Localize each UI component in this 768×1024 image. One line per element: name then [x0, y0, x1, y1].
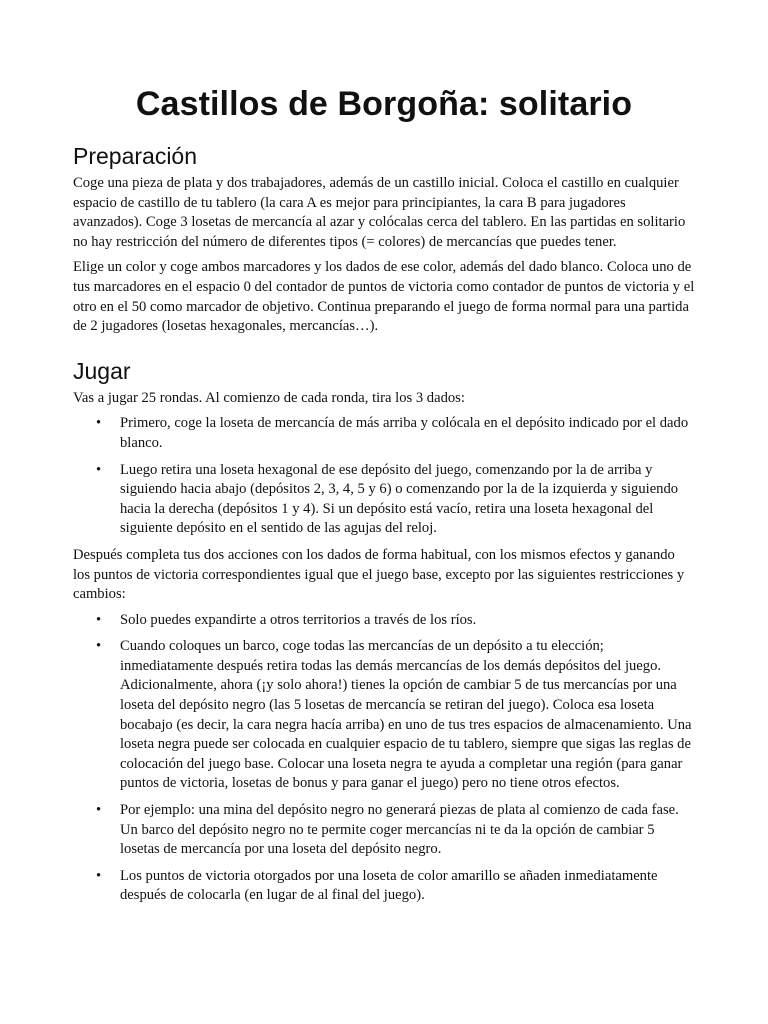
- bullet-icon: •: [96, 415, 102, 432]
- preparacion-paragraph-2: Elige un color y coge ambos marcadores y los dados de ese color, además del dado blanco. Coloca uno de tus marcadores en el espacio 0 del contador de puntos de victoria como contador de puntos de victoria y el otro en el 50 como marcador de objetivo. Continua preparando el juego de forma normal para una partida de 2 jugadores (losetas hexagonales, mercancías…).: [73, 259, 695, 335]
- bullet-icon: •: [96, 461, 102, 478]
- list-item-text: Los puntos de victoria otorgados por una loseta de color amarillo se añaden inmediatamente después de colocarla (en lugar de al final del juego).: [120, 867, 658, 904]
- jugar-middle-paragraph: Después completa tus dos acciones con los dados de forma habitual, con los mismos efectos y ganando los puntos de victoria correspondientes igual que el juego base, excepto por las siguientes restricciones y cambios:: [73, 546, 685, 603]
- document-title: Castillos de Borgoña: solitario: [135, 85, 633, 123]
- bullet-icon: •: [96, 611, 102, 628]
- rules-list: [73, 611, 695, 906]
- list-item: [73, 637, 695, 794]
- list-item: [73, 414, 695, 453]
- round-steps-list: [73, 414, 695, 539]
- list-item-text: Luego retira una loseta hexagonal de ese depósito del juego, comenzando por la de arriba y siguiendo hacia abajo (depósitos 2, 3, 4, 5 y 6) o comenzando por la de la izquierda y siguiendo hacia la derecha (depósitos 1 y 4). Si un depósito está vacío, retira una loseta hexagonal del siguiente depósito en el sentido de las agujas del reloj.: [120, 461, 679, 537]
- jugar-intro-paragraph: Vas a jugar 25 rondas. Al comienzo de cada ronda, tira los 3 dados:: [73, 389, 465, 406]
- list-item-text: Primero, coge la loseta de mercancía de más arriba y colócala en el depósito indicado por el dado blanco.: [120, 415, 689, 451]
- list-item-text: Cuando coloques un barco, coge todas las mercancías de un depósito a tu elección; inmediatamente después retira todas las demás mercancías de los demás depósitos del juego. Adicionalmente, ahora (¡y solo ahora!) tienes la opción de cambiar 5 de tus mercancías por una loseta del depósito negro (las 5 losetas de mercancía se retiran del juego). Coloca esa loseta bocabajo (es decir, la cara negra hacía arriba) en uno de tus tres espacios de almacenamiento. Una loseta negra puede ser colocada en cualquier espacio de tu tablero, siempre que sigas las reglas de colocación del juego base. Colocar una loseta negra te ayuda a completar una región (para ganar puntos de victoria, losetas de bonus y para ganar el juego) pero no tiene otros efectos.: [120, 638, 692, 792]
- heading-preparacion: Preparación: [73, 143, 198, 169]
- bullet-icon: •: [96, 638, 102, 655]
- bullet-icon: •: [96, 867, 102, 884]
- list-item: [73, 867, 695, 906]
- list-item: [73, 801, 695, 860]
- list-item-text: Por ejemplo: una mina del depósito negro no generará piezas de plata al comienzo de cada fase. Un barco del depósito negro no te permite coger mercancías ni te da la opción de cambiar 5 losetas de mercancía por una loseta del depósito negro.: [120, 802, 679, 858]
- heading-jugar: Jugar: [73, 357, 131, 384]
- preparacion-paragraph-1: Coge una pieza de plata y dos trabajadores, además de un castillo inicial. Coloca el castillo en cualquier espacio de castillo de tu tablero (la cara A es mejor para principiantes, la cara B para jugadores avanzados). Coge 3 losetas de mercancía al azar y colócalas cerca del tablero. En las partidas en solitario no hay restricción del número de diferentes tipos (= colores) de mercancías que puedes tener.: [73, 175, 686, 250]
- list-item-text: Solo puedes expandirte a otros territorios a través de los ríos.: [120, 611, 477, 628]
- list-item: [73, 611, 695, 631]
- bullet-icon: •: [96, 802, 102, 819]
- list-item: [73, 461, 695, 539]
